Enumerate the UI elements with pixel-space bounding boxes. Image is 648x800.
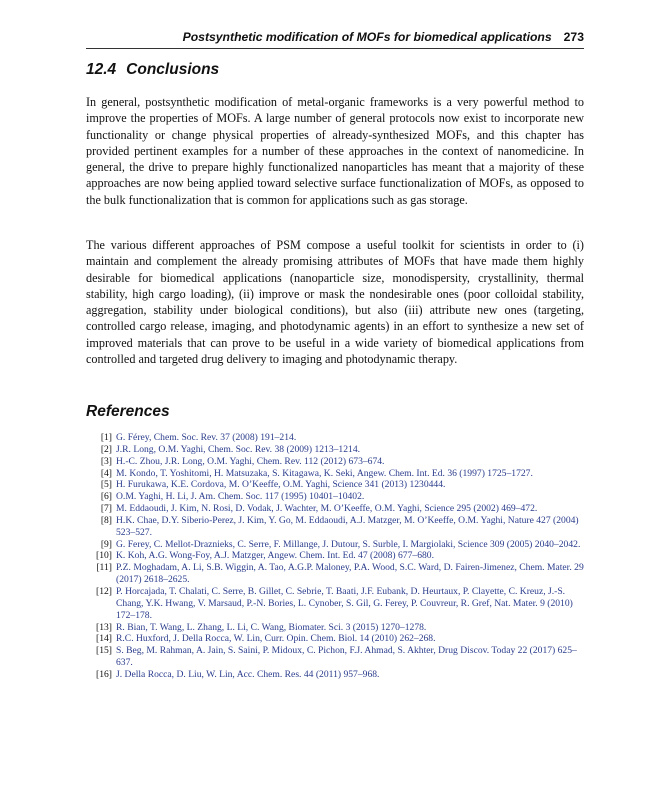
reference-number: [13]: [96, 621, 112, 633]
reference-item: [86, 515, 584, 539]
reference-item: [86, 633, 584, 645]
reference-number: [2]: [100, 443, 112, 455]
reference-item: [86, 432, 584, 444]
reference-number: [8]: [100, 514, 112, 526]
reference-item: [86, 645, 584, 669]
reference-text[interactable]: R. Bian, T. Wang, L. Zhang, L. Li, C. Wang, Biomater. Sci. 3 (2015) 1270–1278.: [116, 621, 427, 633]
reference-number: [11]: [96, 562, 112, 574]
reference-text[interactable]: M. Kondo, T. Yoshitomi, H. Matsuzaka, S. Kitagawa, K. Seki, Angew. Chem. Int. Ed. 36 (1997) 1725–1727.: [116, 467, 533, 479]
page-number: 273: [563, 30, 584, 44]
reference-item: [86, 539, 584, 551]
reference-item: [86, 468, 584, 480]
reference-text[interactable]: R.C. Huxford, J. Della Rocca, W. Lin, Curr. Opin. Chem. Biol. 14 (2010) 262–268.: [116, 633, 436, 645]
reference-text[interactable]: G. Ferey, C. Mellot-Draznieks, C. Serre, F. Millange, J. Dutour, S. Surble, I. Margiolaki, Science 309 (2005) 2040–2042.: [116, 538, 581, 550]
reference-text[interactable]: H.-C. Zhou, J.R. Long, O.M. Yaghi, Chem. Rev. 112 (2012) 673–674.: [116, 455, 385, 467]
reference-list: [86, 432, 584, 681]
section-heading: [86, 61, 219, 79]
reference-item: [86, 586, 584, 622]
reference-number: [1]: [100, 432, 112, 443]
reference-number: [12]: [96, 585, 112, 597]
reference-number: [5]: [100, 479, 112, 491]
section-title: Conclusions: [126, 61, 220, 78]
reference-item: [86, 562, 584, 586]
reference-number: [15]: [96, 645, 112, 657]
reference-number: [6]: [100, 491, 112, 503]
section-number: 12.4: [86, 61, 117, 78]
reference-number: [4]: [100, 467, 112, 479]
reference-item: [86, 479, 584, 491]
reference-number: [9]: [100, 538, 112, 550]
reference-number: [10]: [96, 550, 112, 562]
references-heading: References: [86, 403, 170, 420]
paragraph-1: In general, postsynthetic modification of metal-organic frameworks is a very powerful method to improve the properties of MOFs. A large number of general protocols now exist to incorporate new functionality or change physical properties of already-synthesized MOFs, and this chapter has provided pertinent examples for a number of these approaches in the context of nanomedicine. In general, the drive to prepare highly functionalized nanoparticles has meant that a majority of these approaches are now being applied toward selective surface functionalization of MOFs, as opposed to the bulk functionalization that is common for applications such as gas storage.: [86, 95, 584, 207]
paragraph-2: The various different approaches of PSM compose a useful toolkit for scientists in order to (i) maintain and complement the already promising attributes of MOFs that have made them highly desirable for biomedical applications (nanoparticle size, monodispersity, crystallinity, thermal stability, high cargo loading), (ii) improve or mask the nondesirable ones (poor colloidal stability, aggregation, stability under biological conditions), but also (iii) attribute new ones (targeting, controlled cargo release, imaging, and photodynamic agents) in an effort to synthesize a new set of improved materials that can prove to be useful in a wide variety of biomedical applications from controlled and targeted drug delivery to imaging and photodynamic therapy.: [86, 238, 584, 367]
reference-text[interactable]: M. Eddaoudi, J. Kim, N. Rosi, D. Vodak, J. Wachter, M. O’Keeffe, O.M. Yaghi, Science 295 (2002) 469–472.: [116, 503, 538, 515]
reference-text[interactable]: J. Della Rocca, D. Liu, W. Lin, Acc. Chem. Res. 44 (2011) 957–968.: [116, 668, 380, 680]
reference-number: [3]: [100, 455, 112, 467]
reference-item: [86, 503, 584, 515]
reference-text[interactable]: J.R. Long, O.M. Yaghi, Chem. Soc. Rev. 38 (2009) 1213–1214.: [116, 443, 361, 455]
running-head: [86, 30, 584, 44]
reference-item: [86, 491, 584, 503]
header-rule: [86, 48, 584, 49]
reference-text[interactable]: G. Férey, Chem. Soc. Rev. 37 (2008) 191–214.: [116, 432, 297, 443]
reference-item: [86, 669, 584, 681]
running-title: Postsynthetic modification of MOFs for biomedical applications: [182, 30, 552, 44]
reference-number: [16]: [96, 668, 112, 680]
reference-text[interactable]: K. Koh, A.G. Wong-Foy, A.J. Matzger, Angew. Chem. Int. Ed. 47 (2008) 677–680.: [116, 550, 434, 562]
reference-item: [86, 550, 584, 562]
reference-text[interactable]: O.M. Yaghi, H. Li, J. Am. Chem. Soc. 117 (1995) 10401–10402.: [116, 491, 365, 503]
reference-number: [14]: [96, 633, 112, 645]
reference-text[interactable]: P. Horcajada, T. Chalati, C. Serre, B. Gillet, C. Sebrie, T. Baati, J.F. Eubank, D. Heurtaux, P. Clayette, C. Kreuz, J.-S. Chang, Y.K. Hwang, V. Marsaud, P.-N. Bories, L. Cynober, S. Gil, G. Ferey, P. Couvreur, R. Gref, Nat. Mater. 9 (2010) 172–178.: [116, 585, 573, 621]
reference-text[interactable]: P.Z. Moghadam, A. Li, S.B. Wiggin, A. Tao, A.G.P. Maloney, P.A. Wood, S.C. Ward, D. Fairen-Jimenez, Chem. Mater. 29 (2017) 2618–2625.: [116, 562, 584, 586]
reference-text[interactable]: S. Beg, M. Rahman, A. Jain, S. Saini, P. Midoux, C. Pichon, F.J. Ahmad, S. Akhter, Drug Discov. Today 22 (2017) 625–637.: [116, 645, 577, 669]
reference-text[interactable]: H.K. Chae, D.Y. Siberio-Perez, J. Kim, Y. Go, M. Eddaoudi, A.J. Matzger, M. O’Keeffe, O.M. Yaghi, Nature 427 (2004) 523–527.: [116, 514, 579, 538]
reference-number: [7]: [100, 503, 112, 515]
reference-text[interactable]: H. Furukawa, K.E. Cordova, M. O’Keeffe, O.M. Yaghi, Science 341 (2013) 1230444.: [116, 479, 446, 491]
reference-item: [86, 622, 584, 634]
reference-item: [86, 444, 584, 456]
reference-item: [86, 456, 584, 468]
